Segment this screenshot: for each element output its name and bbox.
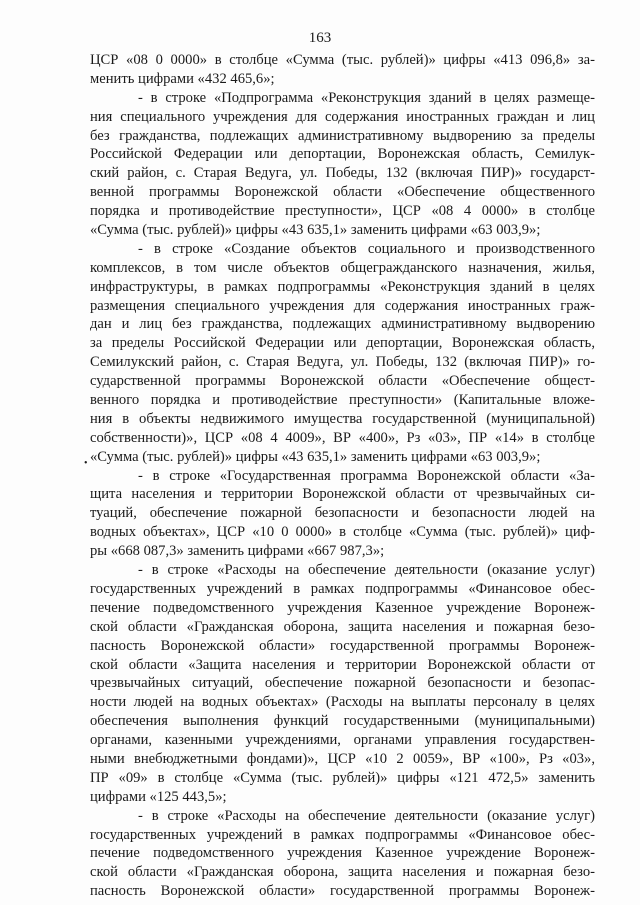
text-line: - в строке «Государственная программа Воронежской области «За- <box>138 467 595 484</box>
text-line: ской области «Гражданская оборона, защита населения и пожарная безо- <box>90 864 595 881</box>
text-line: размещения специального учреждения для содержания иностранных граж- <box>90 297 595 314</box>
text-line: собственности)», ЦСР «08 4 4009», ВР «400», Рз «03», ПР «14» в столбце <box>90 429 595 446</box>
text-line: ными внебюджетными фондами)», ЦСР «10 2 0059», ВР «100», Рз «03», <box>90 750 595 767</box>
text-line: комплексов, в том числе объектов общегражданского назначения, жилья, <box>90 259 595 276</box>
text-line: пасность Воронежской области» государственной программы Воронеж- <box>90 883 595 900</box>
text-line: Семилукский район, с. Старая Ведуга, ул. Победы, 132 (включая ПИР)» го- <box>90 354 595 371</box>
text-line: венного порядка и противодействие преступности» (Капитальные вложе- <box>90 392 595 409</box>
text-line: ской области «Гражданская оборона, защита населения и пожарная безо- <box>90 618 595 635</box>
margin-mark: • <box>84 458 88 469</box>
text-line: ПР «09» в столбце «Сумма (тыс. рублей)» цифры «121 472,5» заменить <box>90 769 595 786</box>
text-line: венной программы Воронежской области «Обеспечение общественного <box>90 184 595 201</box>
text-line: Российской Федерации или депортации, Воронежская область, Семилук- <box>90 146 595 163</box>
text-line: - в строке «Расходы на обеспечение деятельности (оказание услуг) <box>138 562 595 579</box>
page-number: 163 <box>308 30 332 46</box>
text-line: ности людей на водных объектах» (Расходы на выплаты персоналу в целях <box>90 694 595 711</box>
text-line: - в строке «Создание объектов социального и производственного <box>138 240 595 257</box>
text-line: порядка и противодействие преступности», ЦСР «08 4 0000» в столбце <box>90 203 595 220</box>
text-line: - в строке «Расходы на обеспечение деятельности (оказание услуг) <box>138 807 595 824</box>
text-line: ской области «Защита населения и территории Воронежской области от <box>90 656 595 673</box>
text-line: за пределы Российской Федерации или депортации, Воронежская область, <box>90 335 595 352</box>
text-line: государственных учреждений в рамках подпрограммы «Финансовое обес- <box>90 826 595 843</box>
document-body <box>90 51 595 901</box>
text-line: «Сумма (тыс. рублей)» цифры «43 635,1» заменить цифрами «63 003,9»; <box>90 222 541 239</box>
text-line: печение подведомственного учреждения Казенное учреждение Воронеж- <box>90 599 595 616</box>
text-line: ния в объекты недвижимого имущества государственной (муниципальной) <box>90 410 595 427</box>
text-line: пасность Воронежской области» государственной программы Воронеж- <box>90 637 595 654</box>
text-line: цифрами «125 443,5»; <box>90 788 227 805</box>
text-line: государственных учреждений в рамках подпрограммы «Финансовое обес- <box>90 580 595 597</box>
text-line: инфраструктуры, в рамках подпрограммы «Реконструкция зданий в целях <box>90 278 595 295</box>
text-line: без гражданства, подлежащих административному выдворению за пределы <box>90 127 595 144</box>
text-line: щита населения и территории Воронежской области от чрезвычайных си- <box>90 486 595 503</box>
text-line: печение подведомственного учреждения Казенное учреждение Воронеж- <box>90 845 595 862</box>
text-line: дан и лиц без гражданства, подлежащих административному выдворению <box>90 316 595 333</box>
text-line: менить цифрами «432 465,6»; <box>90 70 275 87</box>
text-line: ЦСР «08 0 0000» в столбце «Сумма (тыс. рублей)» цифры «413 096,8» за- <box>90 52 595 68</box>
text-line: органами, казенными учреждениями, органами управления государствен- <box>90 732 595 749</box>
text-line: сударственной программы Воронежской области «Обеспечение общест- <box>90 373 595 390</box>
text-line: ский район, с. Старая Ведуга, ул. Победы, 132 (включая ПИР)» государст- <box>90 165 595 182</box>
text-line: обеспечения выполнения функций государственными (муниципальными) <box>90 713 595 730</box>
text-line: ры «668 087,3» заменить цифрами «667 987,3»; <box>90 543 385 560</box>
text-line: «Сумма (тыс. рублей)» цифры «43 635,1» заменить цифрами «63 003,9»; <box>90 448 541 465</box>
text-line: чрезвычайных ситуаций, обеспечение пожарной безопасности и безопас- <box>90 675 595 692</box>
text-line: - в строке «Подпрограмма «Реконструкция зданий в целях размеще- <box>138 89 595 106</box>
text-line: туаций, обеспечение пожарной безопасности и безопасности людей на <box>90 505 595 522</box>
text-line: ния специального учреждения для содержания иностранных граждан и лиц <box>90 108 595 125</box>
text-line: водных объектах», ЦСР «10 0 0000» в столбце «Сумма (тыс. рублей)» циф- <box>90 524 595 541</box>
